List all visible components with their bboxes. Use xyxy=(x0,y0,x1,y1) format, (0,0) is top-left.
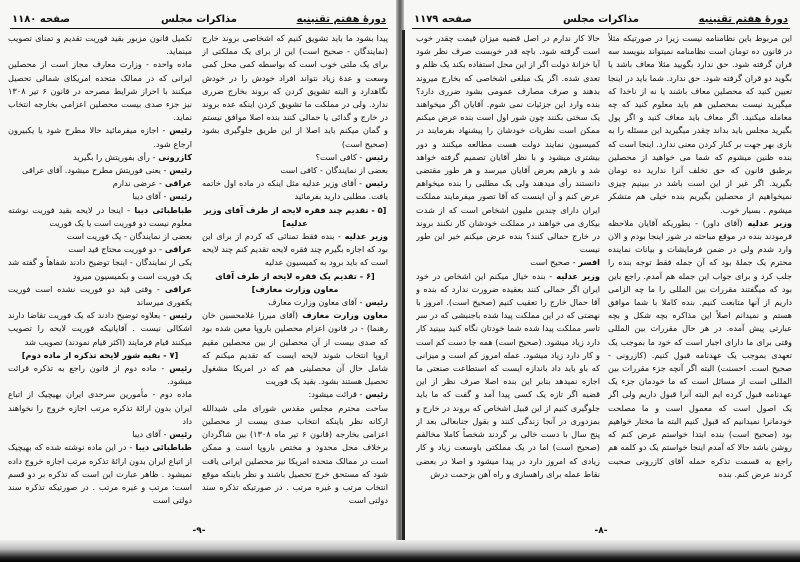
speaker-paragraph xyxy=(202,296,388,309)
speaker-paragraph xyxy=(8,441,192,507)
running-title: مذاکرات مجلس xyxy=(562,14,639,25)
volume-label: دورهٔ هفتم تقنینیه xyxy=(296,14,386,25)
speaker-name: عراقی xyxy=(159,283,192,294)
speaker-paragraph xyxy=(202,309,388,388)
speech-text: - یعنی فوریتش مطرح میشود. آقای عراقی xyxy=(22,165,167,176)
speech-text: - آقای دیبا xyxy=(132,191,167,202)
body-paragraph: ماده دوم - مأمورین سرحدی ایران بهیچیک از اتباع ایران بدون ارائهٔ تذکره مرتب اجازه خروج را نخواهند داد xyxy=(8,389,192,426)
speaker-name: رئیس xyxy=(362,297,388,308)
body-paragraph: یکی از نمایندگان - اینجا توضیح دادند شفاهاً و گفته شد یک فوریت است و بکمیسیون میرود xyxy=(8,257,192,281)
speaker-paragraph xyxy=(8,177,192,190)
speech-text: - آقای وزیر عدلیه مثل اینکه در ماده اول خاتمه یافت. مطلبی دارید بفرمائید xyxy=(202,178,388,202)
speech-text: - در این ماده نوشته شده که بهیچیک از اتباع ایران بدون ارائهٔ تذکره مرتب اجازه خروج داده نمیشود . ظاهر عبارت این است که تذکره بر دو قسم است: مرتب و غیره مرتب . در صورتیکه تذکره سند دولتی است xyxy=(8,442,192,506)
speaker-paragraph xyxy=(8,283,192,309)
speaker-name: کازرونی xyxy=(155,151,192,162)
body-paragraph: بعضی از نمایندگان - یک فوریت است xyxy=(66,231,192,242)
speech-text: (آقای داور) - بطوریکه آقایان ملاحظه فرمودند بنده در موقع مباحثه در شور اینجا بودم و الان وارد شدم ولی در ضمن فرمایشات و بیانات نماینده محترم یک جملهٔ بود که آن جمله فقط توجه بنده را جلب کرد و برای جواب این جمله هم آمدم. راجع باین بود که میگفتند مقررات بین المللی را ما چه الزامی داریم از آنها متابعت کنیم. بنده کاملا با شما موافق هستم و نمیدانم اصلاً این مذاکره بچه شکل و بچه عبارتی پیش آمده. در هر حال مقررات بین المللی وقتی برای ما دارای اجبار است که خود ما بموجب یک تعهدی بموجب یک عهدنامه قبول کنیم. (کازرونی - صحیح است. احسنت) البته اگر آنچه جزء مقررات بین المللی است از مسائل است که ما خودمان جزء یک عهدنامه قبول کرده ایم البته آنرا قبول داریم ولی اگر یک اصول است که معمول است و ما مصلحت خودمانرا نمیدانیم که قبول کنیم البته ما مختار خواهیم بود (صحیح است) بنده ابتدا خواستم عرض کنم که روشن باشد حالا که آمدم اینجا خواستم یک دو کلمه هم راجع به قسمت تذکره حمله آقای کازرونی صحبت کردند عرض کنم. بنده xyxy=(608,217,792,479)
speech-text: - اجازه میفرمائید حالا مطرح شود یا یکبیرون ارجاع شود. xyxy=(8,125,192,149)
left-page-header xyxy=(10,12,388,29)
speaker-name: رئیس xyxy=(166,191,192,202)
scan-bottom-shadow xyxy=(0,540,800,562)
speaker-name: رئیس xyxy=(362,389,388,400)
folio-number: -۹- xyxy=(192,526,206,536)
right-page-column-left xyxy=(416,32,600,522)
speech-text: - دو فوریت محتاج قید است xyxy=(68,244,162,255)
speech-text: (آقای میرزا غلامحسین خان رهنما) - در قانون اعزام محصلین باروپا معین شده بود که صدی بیست از آن محصلین از بین محصلین مقیم اروپا انتخاب شوند لایحه ایست که تقدیم میکنم که شامل حال آن محصلینی هم که در امریکا مشغول تحصیل هستند بشود. بقید یک فوریت xyxy=(202,310,388,387)
speaker-paragraph xyxy=(8,164,192,177)
speaker-paragraph xyxy=(416,270,600,481)
speaker-name: وزیر عدلیه xyxy=(742,217,792,228)
speech-text: - صحیح است xyxy=(530,257,576,268)
speaker-name: رئیس xyxy=(164,363,192,374)
speaker-name: عراقی xyxy=(162,178,192,189)
speech-text: - بنده خیال میکنم این اشخاص در خود ایران اگر حمالی کنند بعقیده ضرورت ندارد که بنده و آقا حمال خارج را تعقیب کنیم (صحیح است). امروز با نهضتی که در این مملکت پیدا شده باجنبشی که در سر تاسر مملکت پیدا شده شما خودتان نگاه کنید ببینید کار دارد زیاد میشود. (صحیح است) همه جا دست کم است و کار دارد زیاد میشود. عمله امروز کم است و میزانی که باو باید داد باندازه ایست که استطاعت صنعتی ما اجازه نمیدهد بنابر این بنده اصلا صرف نظر از این قضیه اگر تازه یک کسی پیدا آمد و گفت که ما باید جلوگیری کنیم از این قبیل اشخاص که بروند در خارج و بمزدوری در آنجا زندگی کنند و بقول جنابعالی بعد از پنج سال با دست خالی بر گردند شخصاً کاملا مخالفم (صحیح است) اما در یک مملکتی باوسعت زیاد و کار زیادی که امروز دارد در پیدا میشود و اصلا در بعضی نقاط عمله برای راهسازی و راه آهن بزحمت درش xyxy=(416,270,600,479)
body-paragraph: بعضی از نمایندگان - کافی است xyxy=(280,165,388,176)
speaker-paragraph xyxy=(8,428,192,441)
speaker-paragraph xyxy=(202,230,388,270)
speech-text: - اینجا در لایحه بقید فوریت نوشته معلوم نیست دو فوریت است یا یک فوریت xyxy=(8,204,192,228)
running-title: مذاکرات مجلس xyxy=(160,14,237,25)
volume-label: دورهٔ هفتم تقنینیه xyxy=(698,14,788,25)
speaker-paragraph xyxy=(202,388,388,401)
left-page-column-left xyxy=(8,32,192,522)
speech-text: - بعلاوه توضیح دادند که یک فوریت تقاضا دارند اشکالی نیست . آقایانیکه فوریت لایحه را تصویب میکنند قیام فرمایند (اکثر قیام نمودند) تصویب شد xyxy=(8,310,192,347)
body-paragraph: حالا کار ندارم در اصل قضیه میزان قیمت چقدر خوب است گرفته شود. باچه قدر خوبست صرف نظر شود آیا خزانهٔ دولت اگر از این محل استفاده بکند یک ظلم و تعدی شده. اگر یک مبلغی اشخاصی که بخارج میروند بدهند و صرف مصارف عمومی بشود ضرری دارد؟ بنده وارد این جزئیات نمی شوم. آقایان اگر میخواهند یک سختی بکنند چون شور اول است بنده عرض میکنم ممکن است نظریات خودشان را پیشنهاد بفرمایند در کمیسیون نمایند دولت هست مطالعه میکنند و دور بیشتری میشود و با نظر آقایان تصمیم گرفته خواهد شد و بازهم بعرض آقایان میرسد و هر طور مقتضی دانستند رأی میدهند ولی یک مطلبی را بنده میخواهم عرض کنم و آن اینست که آقا تصور میفرمایند مملکت ایران دارای چندین ملیون اشخاص است که از شدت بیکاری می خواهند در مملکت خودشان کار نکنند بروند در خارج حمالی کنند؟ بنده عرض میکنم خیر این طور نیست xyxy=(416,33,600,255)
speech-text: - وقتی قید دو فوریت نشده است فوریت یکفوری میرساند xyxy=(8,283,192,308)
speaker-name: رئیس xyxy=(362,178,388,189)
speech-text: - ماده دوم از قانون راجع به تذکره قرائت میشود. xyxy=(8,363,192,387)
speaker-name: افسر xyxy=(575,257,600,268)
speaker-paragraph xyxy=(8,309,192,349)
speaker-name: رئیس xyxy=(362,151,388,162)
body-paragraph: تکمیل قانون مزبور بقید فوریت تقدیم و تمنای تصویب مینماید. xyxy=(8,33,192,57)
section-heading: [۵ - تقدیم چند فقره لایحه از طرف آقای وزیر عدلیه] xyxy=(203,204,387,228)
speaker-name: طباطبائی دیبا xyxy=(130,204,192,215)
body-paragraph: پیدا بشود ما باید تشویق کنیم که اشخاصی بروند خارج (نمایندگان - صحیح است) این از برای یک مملکتی از برای یک ملتی خوب است که بواسطه کمی محل کمی وسعت و عدهٔ زیاد نتواند افراد خودش را در خودش نگاهدارد و البته تشویق کردن که بروند بخارج ضرری ندارد. ولی در مملکت ما تشویق کردن اینکه عده بروند در خارج و گدائی یا حمالی کنند بنده اصلا موافق نیستم و گمان میکنم باید اصلا از این طریق جلوگیری بشود (صحیح است) xyxy=(202,33,388,149)
speaker-paragraph xyxy=(8,124,192,150)
speech-text: - رأی بفوریتش را بگیرید xyxy=(73,151,156,162)
speaker-name: رئیس xyxy=(166,310,192,321)
speech-text: - بنده فقط تمنائی که کردم از برای این بود که اجازه بگیرم چند فقره لایحه تقدیم کنم چند لایحه است که باید برود به کمیسیون عدلیه xyxy=(202,231,388,268)
speaker-name: وزیر عدلیه xyxy=(552,270,600,281)
speech-text: - قرائت میشود: xyxy=(308,389,363,400)
page-number: صفحه ۱۱۷۹ xyxy=(414,14,473,25)
speaker-paragraph xyxy=(416,256,600,269)
speaker-name: معاون وزارت معارف xyxy=(298,310,388,321)
body-paragraph: ماده واحده - وزارت معارف مجاز است از محصلین ایرانی که در ممالک متحده امریکای شمالی تحصیل میکنند با احراز شرایط مصرحه در قانون ۶ تیر ۱۳۰۸ نیز جزء صدی بیست محصلین اعزامی بخارجه انتخاب نماید. xyxy=(8,59,192,123)
speaker-name: طباطبائی دیبا xyxy=(132,442,192,453)
speaker-paragraph xyxy=(8,243,192,256)
speaker-name: عراقی xyxy=(162,244,192,255)
speaker-paragraph xyxy=(202,177,388,203)
speech-text: - عرضی ندارم xyxy=(112,178,162,189)
right-page xyxy=(402,0,800,540)
speaker-name: رئیس xyxy=(166,165,192,176)
speech-text: - آقای معاون وزارت معارف xyxy=(268,297,363,308)
speaker-name: رئیس xyxy=(166,429,192,440)
right-page-column-right xyxy=(608,32,792,522)
speech-text: - آقای دیبا xyxy=(132,429,167,440)
folio-number: -۸- xyxy=(594,526,608,536)
speaker-paragraph xyxy=(8,204,192,230)
body-paragraph: این مربوط باین نظامنامه نیست زیرا در صورتیکه مثلاً در قانون ده تومان است نظامنامه نمیتواند بنویسد سه قران گرفته شود. حق ندارد بگویید مثلا معاف باشد یا بگوید دو قران گرفته شود. حق ندارد. شما باید در اینجا تعیین کنید که محصلین معاف باشند یا نه از ناخدا که میگیرید نیست بمحصلین هم باید معلوم کنید که چه معامله میکنید. اگر معاف باید معاف کنید و اگر پول بگیرید مجلس باید بداند چقدر میگیرید این مسئله را به بازی بهر جهت بر کنار کردن معنی ندارد. اینجا است که بنده ظنین میشوم که شما می خواهید از محصلین برطبق قانون که حق تخلف آنرا ندارید ده تومان بگیرید. اگر غیر از این است باشد در ببینیم چیزی نمیخواهیم از محصلین بگیریم بنده خیلی هم متشکر میشوم . بسیار خوب. xyxy=(608,33,792,215)
speech-text: - کافی است؟ xyxy=(315,151,363,162)
speaker-paragraph xyxy=(608,217,792,481)
speaker-paragraph xyxy=(8,151,192,164)
speaker-paragraph xyxy=(8,362,192,388)
page-number: صفحه ۱۱۸۰ xyxy=(12,14,71,25)
speaker-paragraph xyxy=(8,190,192,203)
speaker-name: رئیس xyxy=(165,125,192,136)
section-heading: [۷ - بقیه شور لایحه تذکره از ماده دوم] xyxy=(21,349,179,360)
right-page-header xyxy=(412,12,790,29)
section-heading: [۶ - تقدیم یک فقره لایحه از طرف آقای معاون وزارت معارف] xyxy=(215,270,375,294)
body-paragraph: ساحت محترم مجلس مقدس شورای ملی شیدالله ارکانه نظر باینکه انتخاب صدی بیست از محصلین اعزامی بخارجه (قانون ۶ تیر ماه ۱۳۰۸) بین شاگردان برخلاف محل محدود و مختص باروپا است و ممکن است در ممالک متحده امریکا نیز محصلین ایرانی یافت شود که مستحق خرج تحصیل باشند و نظر باینکه موقع انتخاب مرتب و غیره مرتب . در صورتیکه تذکره سند دولتی است xyxy=(202,402,388,506)
speaker-name: وزیر عدلیه xyxy=(340,231,388,242)
speaker-paragraph xyxy=(202,151,388,164)
left-page xyxy=(0,0,398,540)
left-page-column-right xyxy=(202,32,388,522)
